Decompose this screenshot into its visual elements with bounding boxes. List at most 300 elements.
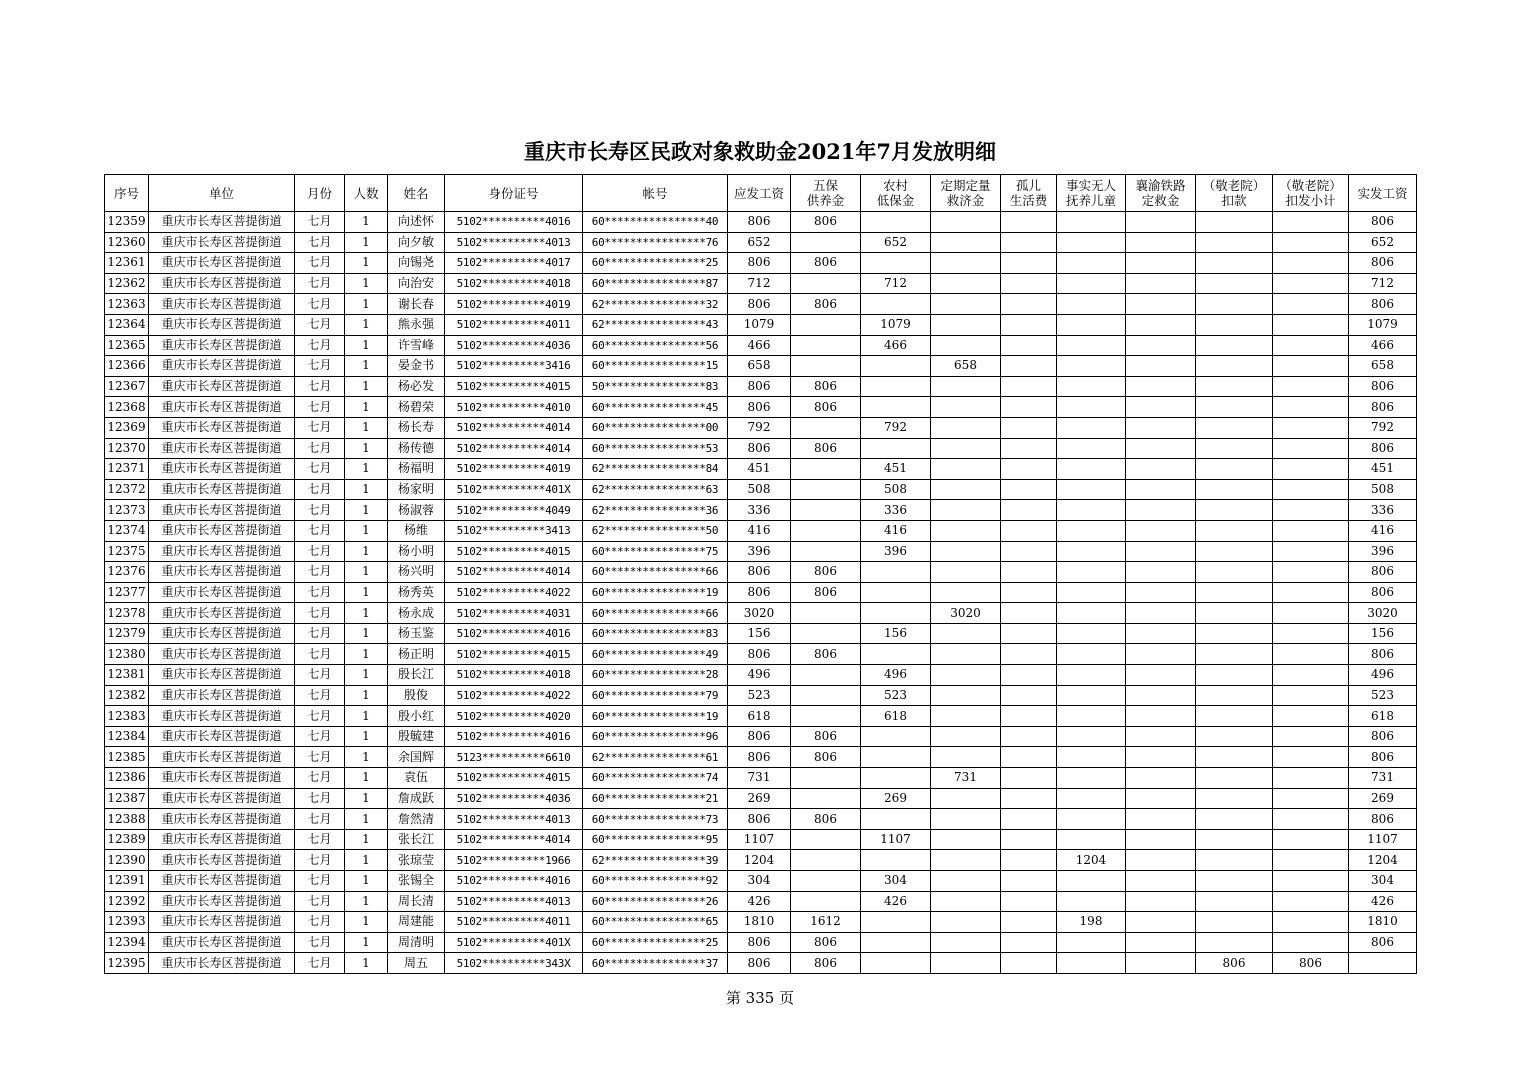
table-cell: 466 <box>728 335 791 356</box>
table-cell <box>1001 726 1057 747</box>
column-header-line: 扣款 <box>1221 193 1247 208</box>
table-cell: 袁伍 <box>388 768 445 789</box>
table-cell <box>861 726 931 747</box>
table-cell: 806 <box>728 438 791 459</box>
table-cell <box>1057 829 1126 850</box>
table-cell <box>1273 891 1349 912</box>
table-cell <box>1126 273 1196 294</box>
table-cell: 60****************21 <box>583 788 728 809</box>
table-cell <box>1126 706 1196 727</box>
column-header <box>445 175 583 212</box>
table-cell: 658 <box>1349 356 1417 377</box>
table-cell: 451 <box>861 459 931 480</box>
table-cell <box>1001 685 1057 706</box>
table-cell <box>1001 417 1057 438</box>
table-cell <box>1196 253 1273 274</box>
table-cell: 1 <box>345 582 388 603</box>
table-cell <box>931 726 1001 747</box>
table-cell <box>931 665 1001 686</box>
table-cell: 156 <box>1349 623 1417 644</box>
table-cell: 杨玉鉴 <box>388 623 445 644</box>
table-cell: 523 <box>1349 685 1417 706</box>
table-cell: 304 <box>1349 871 1417 892</box>
column-header <box>149 175 295 212</box>
table-cell: 1 <box>345 891 388 912</box>
table-cell <box>1273 685 1349 706</box>
table-cell <box>1196 294 1273 315</box>
table-cell <box>1057 314 1126 335</box>
table-cell <box>931 912 1001 933</box>
table-cell: 806 <box>791 438 861 459</box>
table-cell <box>1126 479 1196 500</box>
table-cell: 12384 <box>105 726 149 747</box>
table-cell: 12388 <box>105 809 149 830</box>
table-cell: 重庆市长寿区菩提街道 <box>149 294 295 315</box>
table-cell: 重庆市长寿区菩提街道 <box>149 479 295 500</box>
table-cell: 七月 <box>295 562 345 583</box>
table-cell: 12391 <box>105 871 149 892</box>
table-cell: 1 <box>345 829 388 850</box>
table-cell: 七月 <box>295 438 345 459</box>
table-cell <box>1057 273 1126 294</box>
table-cell <box>1001 438 1057 459</box>
table-cell <box>1126 871 1196 892</box>
table-cell: 5102**********4011 <box>445 314 583 335</box>
table-cell: 1 <box>345 253 388 274</box>
column-header-line: 襄渝铁路 <box>1135 178 1186 193</box>
table-cell: 60****************00 <box>583 417 728 438</box>
table-cell <box>1273 871 1349 892</box>
table-cell <box>791 850 861 871</box>
table-cell: 5102**********401X <box>445 479 583 500</box>
table-cell <box>931 417 1001 438</box>
table-cell: 5102**********4018 <box>445 665 583 686</box>
table-cell: 重庆市长寿区菩提街道 <box>149 829 295 850</box>
table-cell: 712 <box>861 273 931 294</box>
table-cell <box>1126 747 1196 768</box>
table-row <box>105 768 1417 789</box>
table-row <box>105 541 1417 562</box>
table-cell <box>1057 665 1126 686</box>
header-row <box>105 175 1417 212</box>
table-cell <box>1273 479 1349 500</box>
table-header <box>105 175 1417 212</box>
table-cell: 12369 <box>105 417 149 438</box>
table-cell <box>931 232 1001 253</box>
table-cell: 652 <box>728 232 791 253</box>
table-cell <box>791 788 861 809</box>
table-cell: 269 <box>1349 788 1417 809</box>
table-cell <box>1273 541 1349 562</box>
table-cell: 1810 <box>1349 912 1417 933</box>
table-cell <box>1057 541 1126 562</box>
table-cell <box>1057 479 1126 500</box>
table-cell: 5102**********4019 <box>445 459 583 480</box>
table-cell: 殷小红 <box>388 706 445 727</box>
table-cell <box>1001 644 1057 665</box>
table-cell: 806 <box>728 397 791 418</box>
table-cell: 12360 <box>105 232 149 253</box>
table-cell <box>1057 747 1126 768</box>
column-header <box>728 175 791 212</box>
table-cell: 62****************36 <box>583 500 728 521</box>
table-cell <box>931 891 1001 912</box>
table-cell: 1 <box>345 356 388 377</box>
table-cell: 806 <box>728 253 791 274</box>
table-cell: 七月 <box>295 788 345 809</box>
table-cell <box>1126 685 1196 706</box>
table-cell: 618 <box>861 706 931 727</box>
table-cell <box>1057 232 1126 253</box>
table-cell: 1079 <box>1349 314 1417 335</box>
table-cell <box>861 809 931 830</box>
column-header <box>583 175 728 212</box>
table-cell: 1 <box>345 665 388 686</box>
table-cell <box>1057 417 1126 438</box>
table-cell: 652 <box>1349 232 1417 253</box>
table-cell: 5102**********4010 <box>445 397 583 418</box>
table-cell: 重庆市长寿区菩提街道 <box>149 397 295 418</box>
table-cell: 792 <box>861 417 931 438</box>
table-cell: 652 <box>861 232 931 253</box>
table-cell <box>1001 932 1057 953</box>
table-cell: 熊永强 <box>388 314 445 335</box>
table-cell: 60****************26 <box>583 891 728 912</box>
table-cell: 12383 <box>105 706 149 727</box>
table-cell <box>791 335 861 356</box>
table-cell <box>931 871 1001 892</box>
table-cell: 806 <box>1349 376 1417 397</box>
table-cell <box>791 520 861 541</box>
table-cell <box>931 335 1001 356</box>
table-row <box>105 685 1417 706</box>
table-cell: 12390 <box>105 850 149 871</box>
table-row <box>105 644 1417 665</box>
table-cell: 七月 <box>295 582 345 603</box>
table-cell <box>931 212 1001 233</box>
table-cell <box>1001 232 1057 253</box>
table-cell: 重庆市长寿区菩提街道 <box>149 623 295 644</box>
table-cell: 重庆市长寿区菩提街道 <box>149 603 295 624</box>
table-cell: 1079 <box>728 314 791 335</box>
table-cell <box>1057 562 1126 583</box>
table-cell <box>1126 232 1196 253</box>
table-cell: 七月 <box>295 685 345 706</box>
table-cell: 62****************61 <box>583 747 728 768</box>
table-cell: 269 <box>861 788 931 809</box>
table-cell: 336 <box>1349 500 1417 521</box>
table-cell: 七月 <box>295 232 345 253</box>
table-row <box>105 603 1417 624</box>
table-cell: 5102**********4016 <box>445 212 583 233</box>
table-cell <box>1196 541 1273 562</box>
column-header <box>861 175 931 212</box>
table-cell <box>861 253 931 274</box>
table-cell <box>1057 706 1126 727</box>
table-cell: 1 <box>345 314 388 335</box>
table-cell: 806 <box>1349 397 1417 418</box>
table-cell: 七月 <box>295 932 345 953</box>
table-cell <box>931 623 1001 644</box>
table-cell <box>1273 747 1349 768</box>
table-cell <box>1001 891 1057 912</box>
table-cell: 重庆市长寿区菩提街道 <box>149 768 295 789</box>
table-row <box>105 953 1417 974</box>
column-header <box>1349 175 1417 212</box>
table-cell <box>1001 376 1057 397</box>
table-cell: 806 <box>728 562 791 583</box>
table-cell <box>931 829 1001 850</box>
table-cell <box>1196 417 1273 438</box>
table-cell <box>791 417 861 438</box>
table-row <box>105 459 1417 480</box>
table-cell: 杨兴明 <box>388 562 445 583</box>
table-cell: 张长江 <box>388 829 445 850</box>
table-cell <box>1273 520 1349 541</box>
table-cell: 60****************25 <box>583 253 728 274</box>
table-cell: 806 <box>791 294 861 315</box>
table-cell: 1 <box>345 212 388 233</box>
table-cell: 269 <box>728 788 791 809</box>
table-cell: 1 <box>345 788 388 809</box>
table-cell: 496 <box>861 665 931 686</box>
table-cell: 496 <box>728 665 791 686</box>
table-cell: 12382 <box>105 685 149 706</box>
table-cell: 1 <box>345 273 388 294</box>
table-cell: 5102**********1966 <box>445 850 583 871</box>
table-cell: 七月 <box>295 520 345 541</box>
table-cell: 12380 <box>105 644 149 665</box>
table-cell: 806 <box>791 376 861 397</box>
table-cell <box>1196 932 1273 953</box>
table-cell <box>931 582 1001 603</box>
table-cell: 806 <box>728 747 791 768</box>
table-cell: 523 <box>861 685 931 706</box>
table-cell: 60****************96 <box>583 726 728 747</box>
table-cell <box>1126 788 1196 809</box>
table-cell: 1107 <box>861 829 931 850</box>
table-cell: 3020 <box>931 603 1001 624</box>
table-cell <box>861 438 931 459</box>
table-cell <box>1057 644 1126 665</box>
table-cell <box>1057 582 1126 603</box>
table-cell: 396 <box>861 541 931 562</box>
table-cell <box>861 376 931 397</box>
table-cell: 12367 <box>105 376 149 397</box>
table-cell <box>1273 376 1349 397</box>
table-cell <box>791 768 861 789</box>
table-row <box>105 253 1417 274</box>
table-cell: 3020 <box>728 603 791 624</box>
table-cell <box>1126 912 1196 933</box>
table-cell: 七月 <box>295 603 345 624</box>
table-cell: 5102**********4014 <box>445 829 583 850</box>
table-cell: 重庆市长寿区菩提街道 <box>149 850 295 871</box>
table-cell <box>1273 273 1349 294</box>
table-cell: 重庆市长寿区菩提街道 <box>149 932 295 953</box>
table-cell: 重庆市长寿区菩提街道 <box>149 582 295 603</box>
table-row <box>105 788 1417 809</box>
column-header-line: 事实无人 <box>1065 178 1116 193</box>
table-cell: 1204 <box>1349 850 1417 871</box>
column-header <box>1196 175 1273 212</box>
table-cell: 658 <box>728 356 791 377</box>
table-cell: 12373 <box>105 500 149 521</box>
table-row <box>105 438 1417 459</box>
table-cell: 重庆市长寿区菩提街道 <box>149 273 295 294</box>
table-cell: 806 <box>791 747 861 768</box>
table-cell: 12371 <box>105 459 149 480</box>
table-cell: 336 <box>728 500 791 521</box>
table-cell: 周清明 <box>388 932 445 953</box>
table-cell: 466 <box>1349 335 1417 356</box>
table-cell <box>931 706 1001 727</box>
table-cell: 重庆市长寿区菩提街道 <box>149 809 295 830</box>
table-cell: 七月 <box>295 335 345 356</box>
table-cell <box>1196 212 1273 233</box>
table-cell: 806 <box>1349 644 1417 665</box>
table-cell: 5102**********4015 <box>445 768 583 789</box>
table-cell: 806 <box>1349 438 1417 459</box>
table-cell: 七月 <box>295 294 345 315</box>
relief-fund-table <box>104 174 1417 974</box>
table-cell <box>1001 768 1057 789</box>
table-cell: 七月 <box>295 273 345 294</box>
table-cell: 1 <box>345 479 388 500</box>
page-title: 重庆市长寿区民政对象救助金2021年7月发放明细 <box>523 139 997 164</box>
table-cell <box>931 932 1001 953</box>
table-cell <box>931 809 1001 830</box>
table-cell: 杨淑蓉 <box>388 500 445 521</box>
table-cell <box>1126 500 1196 521</box>
table-cell <box>1196 665 1273 686</box>
table-cell: 12395 <box>105 953 149 974</box>
table-cell: 七月 <box>295 665 345 686</box>
table-cell <box>1126 356 1196 377</box>
table-cell: 七月 <box>295 912 345 933</box>
column-header-line: 单位 <box>208 185 234 201</box>
table-cell: 5102**********4013 <box>445 232 583 253</box>
table-cell: 304 <box>728 871 791 892</box>
column-header-line: 孤儿 <box>1015 178 1041 193</box>
table-cell <box>861 356 931 377</box>
table-cell: 张琼莹 <box>388 850 445 871</box>
table-body <box>105 212 1417 974</box>
table-row <box>105 232 1417 253</box>
table-cell <box>1057 685 1126 706</box>
column-header-line: 人数 <box>353 185 379 201</box>
table-row <box>105 417 1417 438</box>
table-cell <box>791 603 861 624</box>
table-cell <box>1001 273 1057 294</box>
table-cell <box>1126 953 1196 974</box>
table-cell: 806 <box>1349 932 1417 953</box>
table-cell <box>791 685 861 706</box>
table-cell: 466 <box>861 335 931 356</box>
table-row <box>105 932 1417 953</box>
table-cell: 12372 <box>105 479 149 500</box>
table-cell <box>1196 829 1273 850</box>
table-row <box>105 809 1417 830</box>
table-cell: 806 <box>791 253 861 274</box>
table-cell <box>1126 376 1196 397</box>
table-cell: 806 <box>791 397 861 418</box>
table-cell <box>1001 253 1057 274</box>
table-cell <box>1126 335 1196 356</box>
table-cell: 1 <box>345 768 388 789</box>
table-cell: 七月 <box>295 314 345 335</box>
table-cell: 重庆市长寿区菩提街道 <box>149 520 295 541</box>
table-cell <box>931 520 1001 541</box>
table-cell: 5102**********401X <box>445 932 583 953</box>
table-cell: 七月 <box>295 829 345 850</box>
table-cell <box>1273 623 1349 644</box>
table-cell: 426 <box>1349 891 1417 912</box>
column-header-line: （敬老院） <box>1279 178 1342 193</box>
table-cell: 1612 <box>791 912 861 933</box>
table-cell: 杨正明 <box>388 644 445 665</box>
table-cell <box>1001 500 1057 521</box>
table-row <box>105 376 1417 397</box>
table-cell <box>791 500 861 521</box>
table-cell <box>1273 356 1349 377</box>
table-cell: 重庆市长寿区菩提街道 <box>149 665 295 686</box>
table-cell: 396 <box>1349 541 1417 562</box>
column-header <box>105 175 149 212</box>
table-cell <box>931 685 1001 706</box>
table-cell: 5102**********3413 <box>445 520 583 541</box>
table-cell: 60****************66 <box>583 603 728 624</box>
table-cell: 60****************25 <box>583 932 728 953</box>
table-cell <box>1273 726 1349 747</box>
table-cell <box>1126 932 1196 953</box>
table-cell <box>1001 850 1057 871</box>
table-cell <box>1001 809 1057 830</box>
table-cell: 5102**********4022 <box>445 582 583 603</box>
table-cell: 七月 <box>295 747 345 768</box>
table-cell: 1 <box>345 417 388 438</box>
table-cell <box>1126 459 1196 480</box>
table-cell <box>1273 294 1349 315</box>
table-cell: 5102**********3416 <box>445 356 583 377</box>
table-cell <box>1057 459 1126 480</box>
table-cell <box>861 582 931 603</box>
table-cell: 12378 <box>105 603 149 624</box>
table-cell: 七月 <box>295 871 345 892</box>
table-cell: 62****************50 <box>583 520 728 541</box>
table-cell: 重庆市长寿区菩提街道 <box>149 376 295 397</box>
column-header-line: 姓名 <box>403 185 429 201</box>
table-cell: 523 <box>728 685 791 706</box>
table-cell: 12375 <box>105 541 149 562</box>
table-cell: 60****************73 <box>583 809 728 830</box>
table-cell: 殷俊 <box>388 685 445 706</box>
table-cell: 62****************63 <box>583 479 728 500</box>
column-header-line: 序号 <box>113 185 139 201</box>
table-cell: 806 <box>728 932 791 953</box>
table-cell: 658 <box>931 356 1001 377</box>
table-cell <box>1057 212 1126 233</box>
table-cell: 1 <box>345 644 388 665</box>
table-cell: 12385 <box>105 747 149 768</box>
table-cell: 七月 <box>295 644 345 665</box>
table-cell <box>1273 788 1349 809</box>
table-cell: 618 <box>1349 706 1417 727</box>
table-cell: 1 <box>345 747 388 768</box>
table-cell: 806 <box>791 212 861 233</box>
table-cell: 806 <box>728 212 791 233</box>
table-cell: 806 <box>728 376 791 397</box>
